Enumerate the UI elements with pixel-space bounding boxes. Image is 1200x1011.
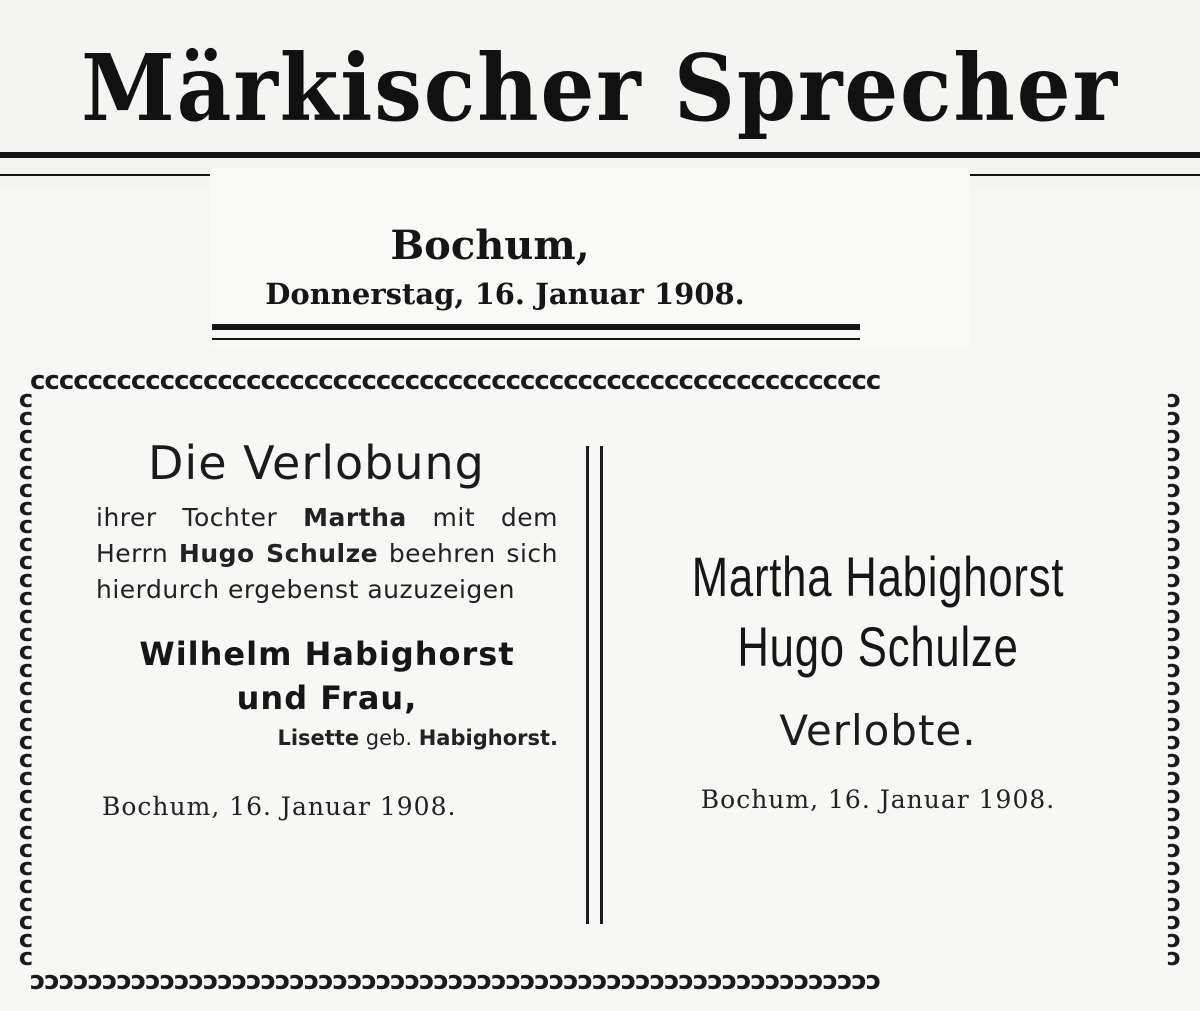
ornamental-border-bottom: ↄↄↄↄↄↄↄↄↄↄↄↄↄↄↄↄↄↄↄↄↄↄↄↄↄↄↄↄↄↄↄↄↄↄↄↄↄↄↄↄↄↄↄↄↄↄↄↄↄↄↄↄↄↄↄↄↄↄↄ <box>30 968 881 996</box>
parents-line-1: Wilhelm Habighorst <box>139 635 515 673</box>
parents-names <box>96 632 558 720</box>
dateline-block <box>210 168 970 348</box>
parents-announcement-column <box>96 436 559 821</box>
maiden-surname: Habighorst. <box>418 726 558 750</box>
masthead-rule-thick <box>0 152 1200 158</box>
ornamental-border-right: ↄↄↄↄↄↄↄↄↄↄↄↄↄↄↄↄↄↄↄↄↄↄↄↄↄↄↄↄↄↄↄↄ <box>1166 390 1182 971</box>
announcement-body <box>96 500 558 608</box>
body-text-3: beehren sich hierdurch ergebenst auzuzeigen <box>96 539 558 604</box>
couple-announcement-column <box>628 542 1128 814</box>
groom-full-name: Hugo Schulze <box>737 615 1019 678</box>
maiden-geb: geb. <box>365 726 413 750</box>
engagement-announcement <box>8 350 1194 1005</box>
body-text-2: mit dem Herrn <box>96 503 559 568</box>
couple-names <box>683 542 1073 682</box>
body-text-1: ihrer Tochter <box>96 503 278 532</box>
engaged-status: Verlobte. <box>779 706 977 755</box>
mother-first-name: Lisette <box>277 726 360 750</box>
newspaper-title: Märkischer Sprecher <box>81 34 1119 142</box>
couple-announcement-date: Bochum, 16. Januar 1908. <box>700 785 1056 814</box>
column-divider-right <box>600 446 603 924</box>
column-divider-left <box>586 446 589 924</box>
parents-line-2: und Frau, <box>236 679 418 717</box>
parents-announcement-date: Bochum, 16. Januar 1908. <box>102 792 457 821</box>
ornamental-border-top: ⅽⅽⅽⅽⅽⅽⅽⅽⅽⅽⅽⅽⅽⅽⅽⅽⅽⅽⅽⅽⅽⅽⅽⅽⅽⅽⅽⅽⅽⅽⅽⅽⅽⅽⅽⅽⅽⅽⅽⅽⅽⅽⅽⅽⅽⅽⅽⅽⅽⅽⅽⅽⅽⅽⅽⅽⅽⅽⅽ <box>30 368 881 396</box>
newspaper-masthead <box>0 0 1200 190</box>
dateline-rule-thin <box>212 338 860 340</box>
bride-full-name: Martha Habighorst <box>691 545 1065 608</box>
dateline-date: Donnerstag, 16. Januar 1908. <box>265 277 745 311</box>
groom-name: Hugo Schulze <box>178 539 379 568</box>
dateline-city: Bochum, <box>390 222 590 269</box>
bride-first-name: Martha <box>303 503 407 532</box>
mother-maiden-name <box>96 726 558 750</box>
announcement-heading: Die Verlobung <box>148 436 485 490</box>
ornamental-border-left: ⅽⅽⅽⅽⅽⅽⅽⅽⅽⅽⅽⅽⅽⅽⅽⅽⅽⅽⅽⅽⅽⅽⅽⅽⅽⅽⅽⅽⅽⅽⅽⅽ <box>18 390 34 971</box>
dateline-rule <box>212 324 860 330</box>
